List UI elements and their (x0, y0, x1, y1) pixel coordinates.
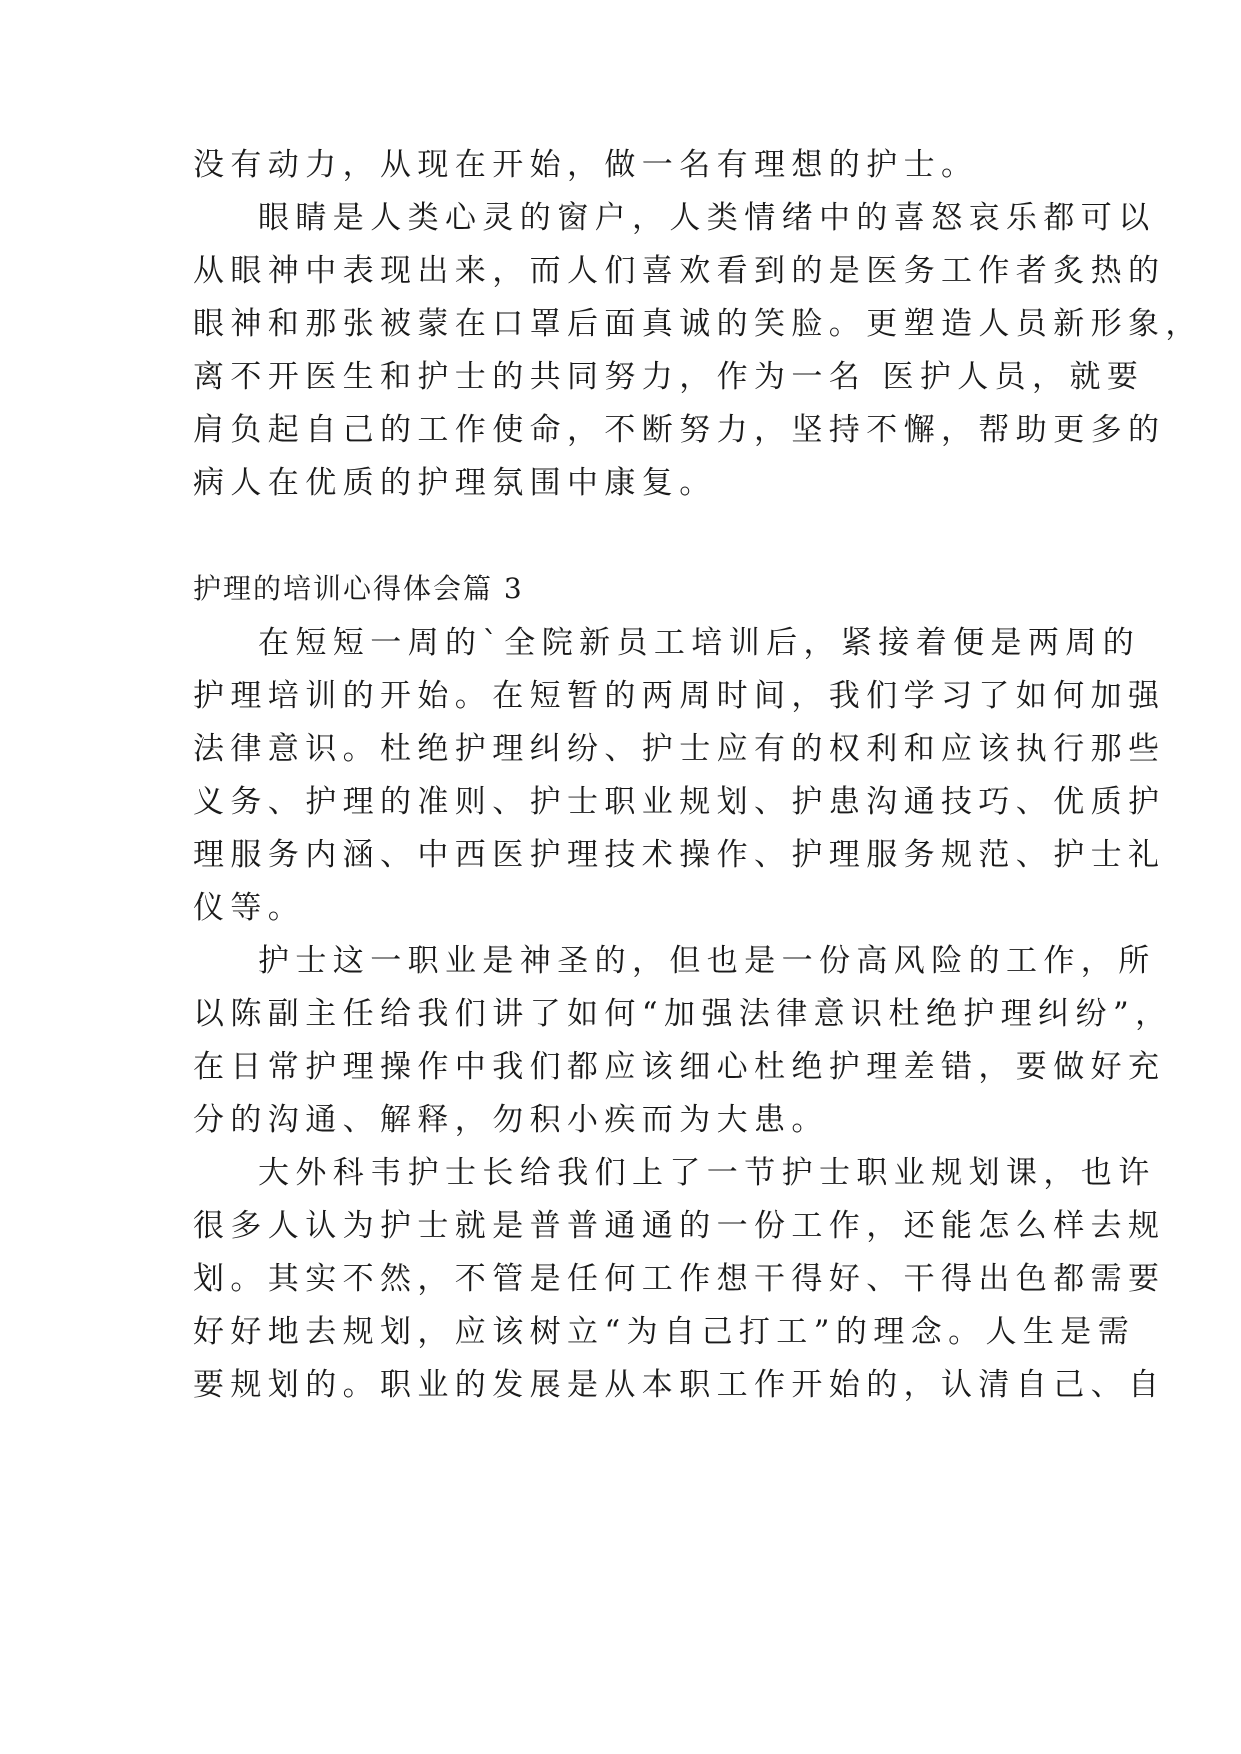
text-line: 义务、护理的准则、护士职业规划、护患沟通技巧、优质护 (193, 784, 1166, 820)
text-line: 在短短一周的`全院新员工培训后，紧接着便是两周的 (258, 625, 1141, 661)
text-line: 仪等。 (193, 890, 306, 926)
text-line: 没有动力，从现在开始，做一名有理想的护士。 (193, 147, 979, 183)
text-line: 从眼神中表现出来，而人们喜欢看到的是医务工作者炙热的 (193, 253, 1166, 289)
text-line: 护理培训的开始。在短暂的两周时间，我们学习了如何加强 (193, 678, 1166, 714)
text-line: 病人在优质的护理氛围中康复。 (193, 465, 717, 501)
text-line: 法律意识。杜绝护理纠纷、护士应有的权利和应该执行那些 (193, 731, 1166, 767)
text-line: 眼神和那张被蒙在口罩后面真诚的笑脸。更塑造人员新形象， (193, 306, 1203, 342)
section-heading: 护理的培训心得体会篇 3 (193, 572, 524, 605)
text-line: 眼睛是人类心灵的窗户，人类情绪中的喜怒哀乐都可以 (258, 200, 1156, 236)
text-line: 划。其实不然，不管是任何工作想干得好、干得出色都需要 (193, 1261, 1166, 1297)
text-line: 理服务内涵、中西医护理技术操作、护理服务规范、护士礼 (193, 837, 1166, 873)
text-line: 离不开医生和护士的共同努力，作为一名 医护人员，就要 (193, 359, 1145, 395)
text-line: 分的沟通、解释，勿积小疾而为大患。 (193, 1102, 829, 1138)
text-line: 护士这一职业是神圣的，但也是一份高风险的工作，所 (258, 943, 1156, 979)
text-line: 在日常护理操作中我们都应该细心杜绝护理差错，要做好充 (193, 1049, 1166, 1085)
text-line: 肩负起自己的工作使命，不断努力，坚持不懈，帮助更多的 (193, 412, 1166, 448)
text-line: 要规划的。职业的发展是从本职工作开始的，认清自己、自 (193, 1367, 1166, 1403)
text-line: 好好地去规划，应该树立“为自己打工”的理念。人生是需 (193, 1314, 1136, 1350)
text-line: 以陈副主任给我们讲了如何“加强法律意识杜绝护理纠纷”， (193, 996, 1173, 1032)
text-line: 很多人认为护士就是普普通通的一份工作，还能怎么样去规 (193, 1208, 1166, 1244)
text-line: 大外科韦护士长给我们上了一节护士职业规划课，也许 (258, 1155, 1156, 1191)
